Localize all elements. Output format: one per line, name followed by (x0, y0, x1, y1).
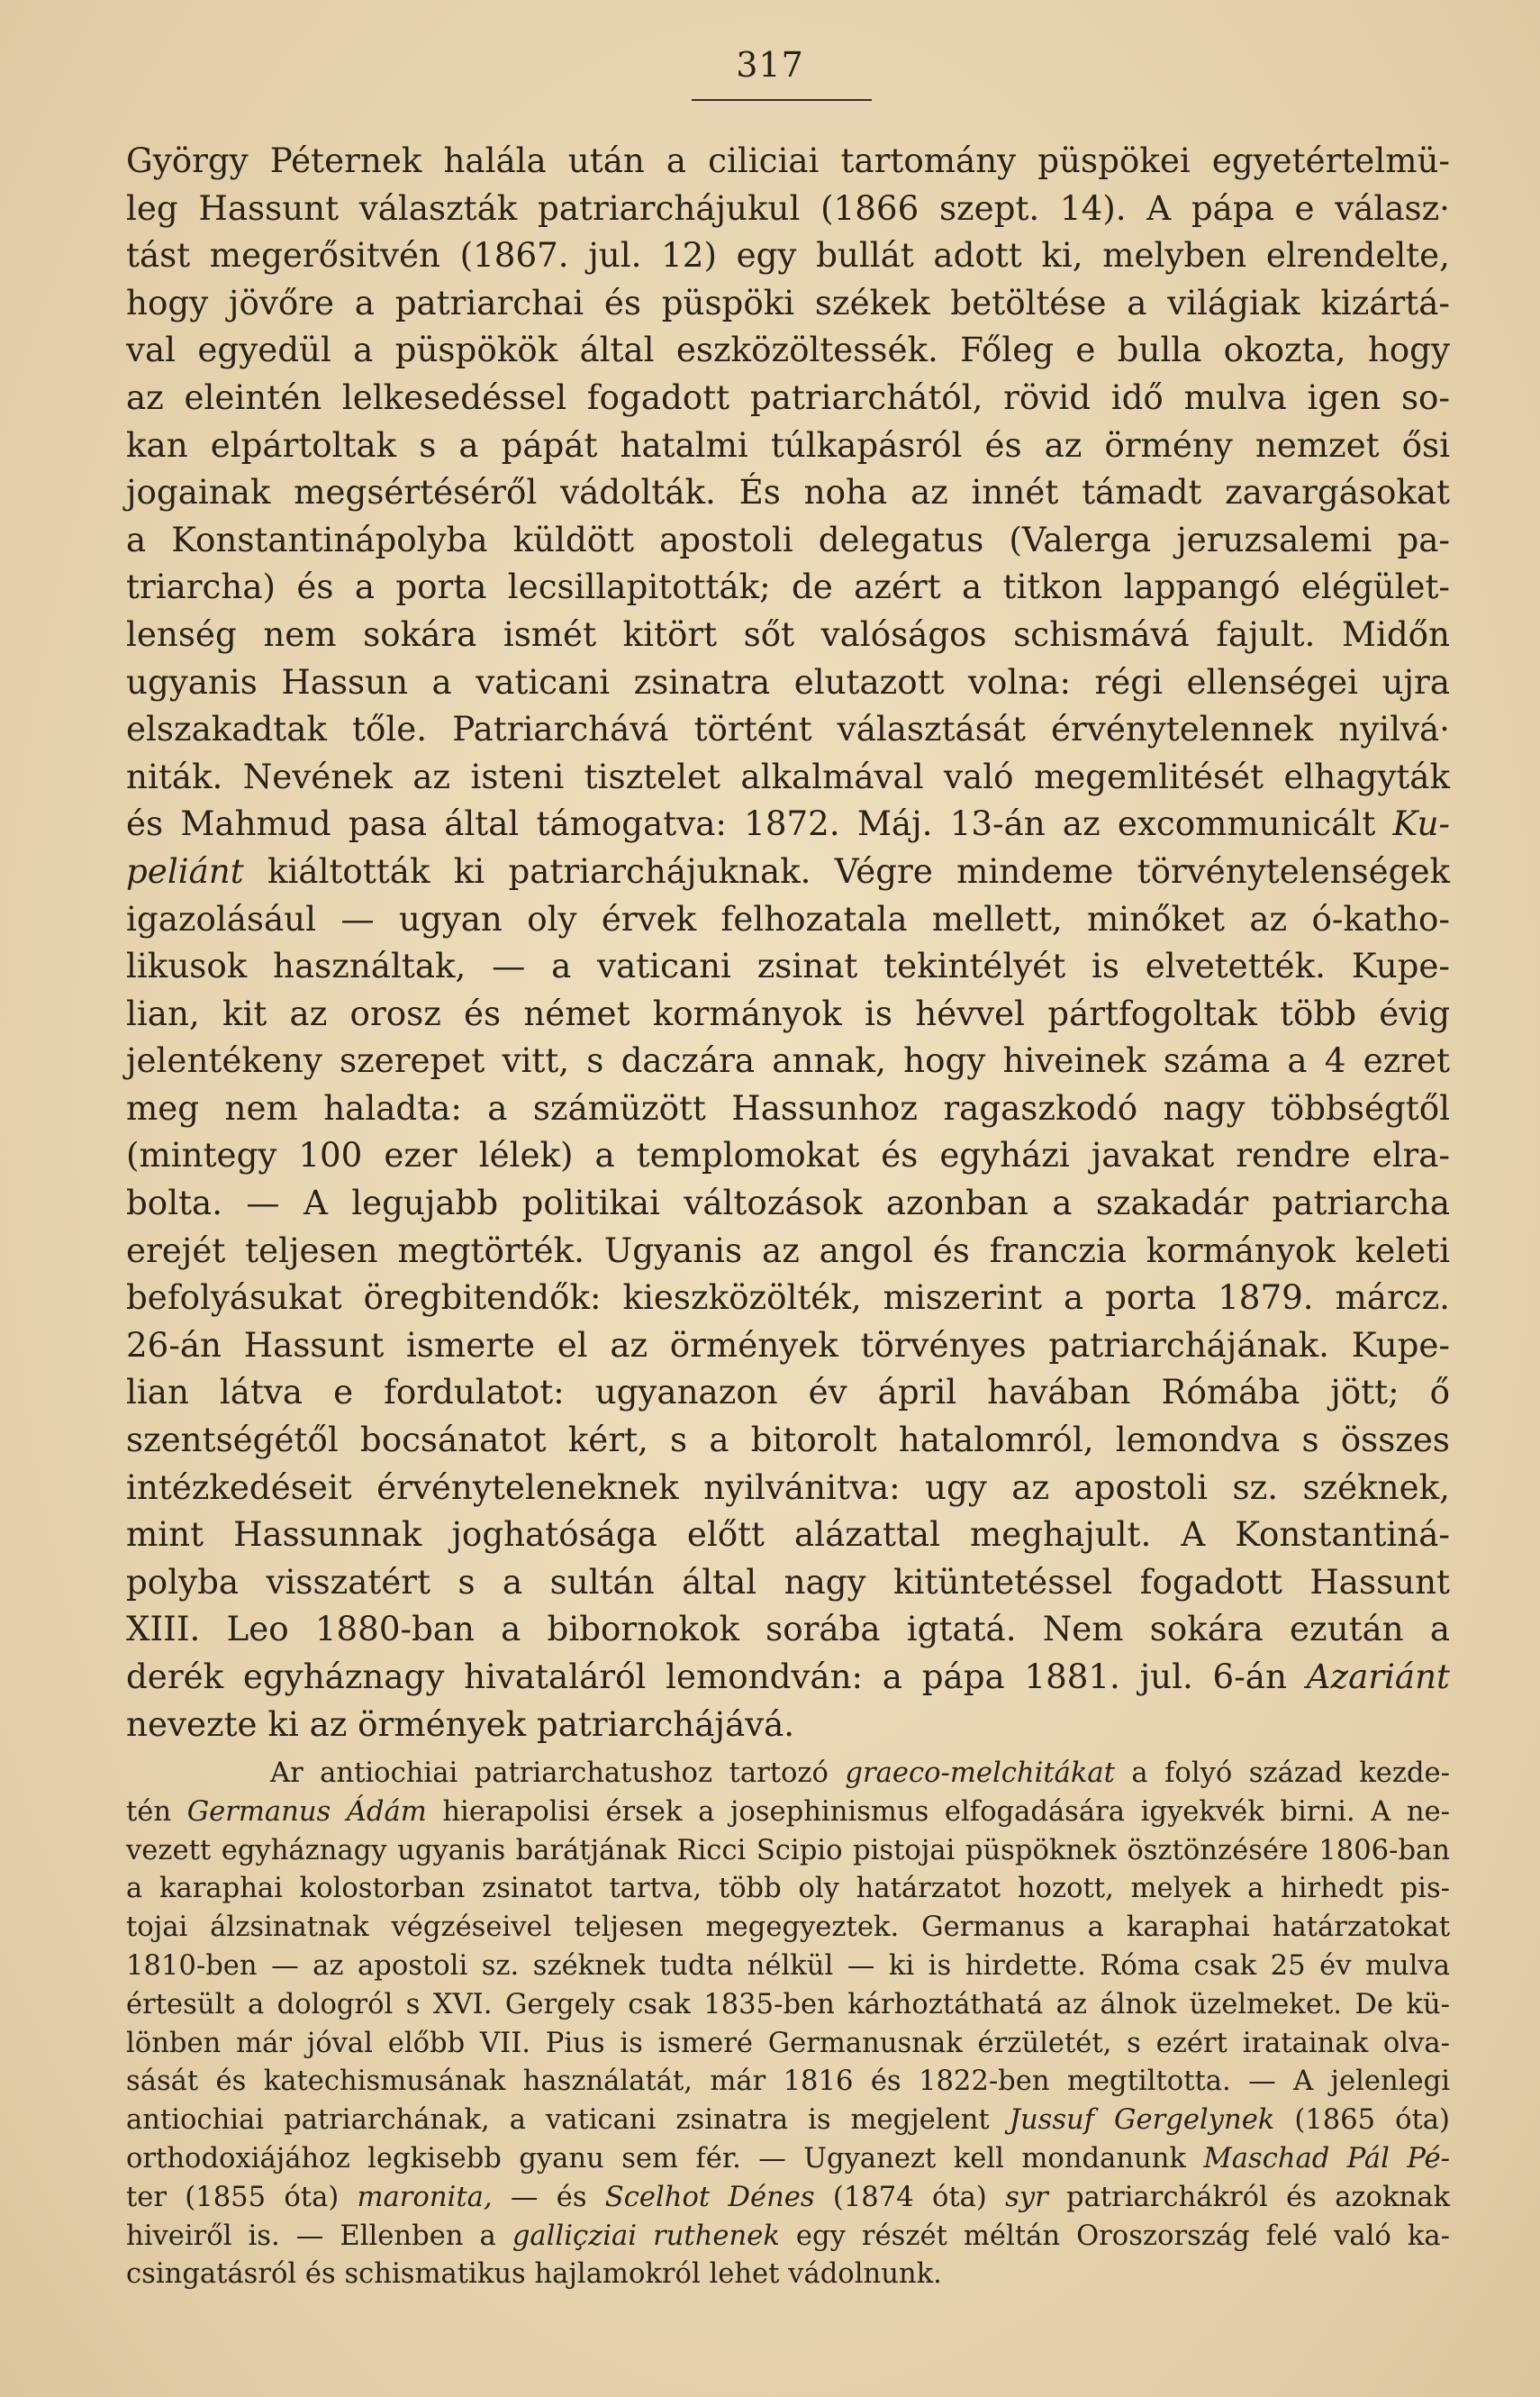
main-text-block (126, 137, 1450, 1748)
text-line: triarcha) és a porta lecsillapitották; de azért a titkon lappangó elégület- (126, 567, 1450, 607)
text-line: ugyanis Hassun a vaticani zsinatra elutazott volna: régi ellenségei ujra (126, 661, 1450, 702)
text-line: a Konstantinápolyba küldött apostoli delegatus (Valerga jeruzsalemi pa- (126, 519, 1450, 559)
text-line: értesült a dologról s XVI. Gergely csak 1835-ben kárhoztáthatá az álnok üzelmeket. De kü- (126, 1988, 1450, 2020)
note-text-block (126, 1755, 1450, 2294)
text-line: tojai álzsinatnak végzéseivel teljesen megegyeztek. Germanus a karaphai határzatokat (126, 1911, 1450, 1944)
text-line: a karaphai kolostorban zsinatot tartva, több oly határzatot hozott, melyek a hirhedt pis- (126, 1873, 1450, 1905)
text-line: Ar antiochiai patriarchatushoz tartozó graeco-melchitákat a folyó század kezde- (270, 1757, 1450, 1789)
text-line: kan elpártoltak s a pápát hatalmi túlkapásról és az örmény nemzet ősi (126, 424, 1450, 465)
text-line: tást megerősitvén (1867. jul. 12) egy bullát adott ki, melyben elrendelte, (126, 235, 1450, 276)
text-line: befolyásukat öregbitendők: kieszközölték, miszerint a porta 1879. márcz. (126, 1277, 1450, 1318)
text-line: elszakadtak tőle. Patriarchává történt választását érvénytelennek nyilvá· (126, 709, 1450, 749)
text-line: mint Hassunnak joghatósága előtt alázattal meghajult. A Konstantiná- (126, 1514, 1450, 1555)
text-line: jogainak megsértéséről vádolták. És noha az innét támadt zavargásokat (126, 472, 1450, 513)
text-line: orthodoxiájához legkisebb gyanu sem fér. — Ugyanezt kell mondanunk Maschad Pál Pé- (126, 2142, 1450, 2175)
text-line: leg Hassunt választák patriarchájukul (1866 szept. 14). A pápa e válasz· (126, 187, 1450, 228)
text-line: derék egyháznagy hivataláról lemondván: a pápa 1881. jul. 6-án Azariánt (126, 1657, 1450, 1696)
text-line: meg nem haladta: a számüzött Hassunhoz ragaszkodó nagy többségtől (126, 1087, 1450, 1128)
text-line: lönben már jóval előbb VII. Pius is ismeré Germanusnak érzületét, s ezért iratainak olva- (126, 2027, 1450, 2059)
text-line: György Péternek halála után a ciliciai tartomány püspökei egyetértelmü- (126, 141, 1450, 180)
text-line: 1810-ben — az apostoli sz. széknek tudta nélkül — ki is hirdette. Róma csak 25 év mulva (126, 1949, 1450, 1982)
text-line: (mintegy 100 ezer lélek) a templomokat és egyházi javakat rendre elra- (126, 1135, 1450, 1176)
text-line: likusok használtak, — a vaticani zsinat tekintélyét is elvetették. Kupe- (126, 946, 1450, 986)
text-line: jelentékeny szerepet vitt, s daczára annak, hogy hiveinek száma a 4 ezret (126, 1040, 1450, 1081)
text-line: lian látva e fordulatot: ugyanazon év ápril havában Rómába jött; ő (126, 1372, 1450, 1412)
text-line: szentségétől bocsánatot kért, s a bitorolt hatalomról, lemondva s összes (126, 1420, 1450, 1460)
text-line: peliánt kiáltották ki patriarchájuknak. Végre mindeme törvénytelenségek (126, 850, 1450, 891)
text-line: és Mahmud pasa által támogatva: 1872. Máj. 13-án az excommunicált Ku- (126, 804, 1450, 844)
text-line: antiochiai patriarchának, a vaticani zsinatra is megjelent Jussuf Gergelynek (1865 óta) (126, 2104, 1450, 2137)
page-number: 317 (736, 45, 804, 85)
text-line: csingatásról és schismatikus hajlamokról lehet vádolnunk. (126, 2258, 942, 2291)
text-line: 26-án Hassunt ismerte el az örmények törvényes patriarchájának. Kupe- (126, 1324, 1450, 1365)
note-paragraph (126, 1755, 1450, 2294)
text-line: bolta. — A legujabb politikai változások azonban a szakadár patriarcha (126, 1183, 1450, 1223)
text-line: az eleintén lelkesedéssel fogadott patriarchától, rövid idő mulva igen so- (126, 377, 1450, 417)
text-line: intézkedéseit érvényteleneknek nyilvánitva: ugy az apostoli sz. széknek, (126, 1466, 1450, 1507)
text-line: val egyedül a püspökök által eszközöltessék. Főleg e bulla okozta, hogy (126, 330, 1450, 370)
text-line: erejét teljesen megtörték. Ugyanis az angol és franczia kormányok keleti (126, 1230, 1450, 1270)
text-line: hiveiről is. — Ellenben a galliçziai ruthenek egy részét méltán Oroszország felé való ka- (126, 2220, 1450, 2252)
text-line: ter (1855 óta) maronita, — és Scelhot Dénes (1874 óta) syr patriarchákról és azoknak (126, 2181, 1450, 2213)
text-line: hogy jövőre a patriarchai és püspöki székek betöltése a világiak kizártá- (126, 282, 1450, 322)
text-line: igazolásául — ugyan oly érvek felhozatala mellett, minőket az ó-katho- (126, 898, 1450, 939)
text-line: niták. Nevének az isteni tisztelet alkalmával való megemlitését elhagyták (126, 756, 1450, 796)
text-line: lenség nem sokára ismét kitört sőt valóságos schismává fajult. Midőn (126, 613, 1450, 654)
main-paragraph (126, 137, 1450, 1748)
text-line: vezett egyháznagy ugyanis barátjának Ricci Scipio pistojai püspöknek ösztönzésére 1806-ban (126, 1834, 1450, 1866)
text-line: XIII. Leo 1880-ban a bibornokok sorába igtatá. Nem sokára ezután a (126, 1609, 1450, 1649)
text-line: polyba visszatért s a sultán által nagy kitüntetéssel fogadott Hassunt (126, 1561, 1450, 1602)
text-line: lian, kit az orosz és német kormányok is hévvel pártfogoltak több évig (126, 993, 1450, 1033)
page-number-rule (692, 99, 872, 101)
text-line: tén Germanus Ádám hierapolisi érsek a josephinismus elfogadására igyekvék birni. A ne- (126, 1795, 1451, 1828)
text-line: nevezte ki az örmények patriarchájává. (126, 1703, 795, 1744)
text-line: sását és katechismusának használatát, már 1816 és 1822-ben megtiltotta. — A jelenlegi (126, 2066, 1450, 2098)
